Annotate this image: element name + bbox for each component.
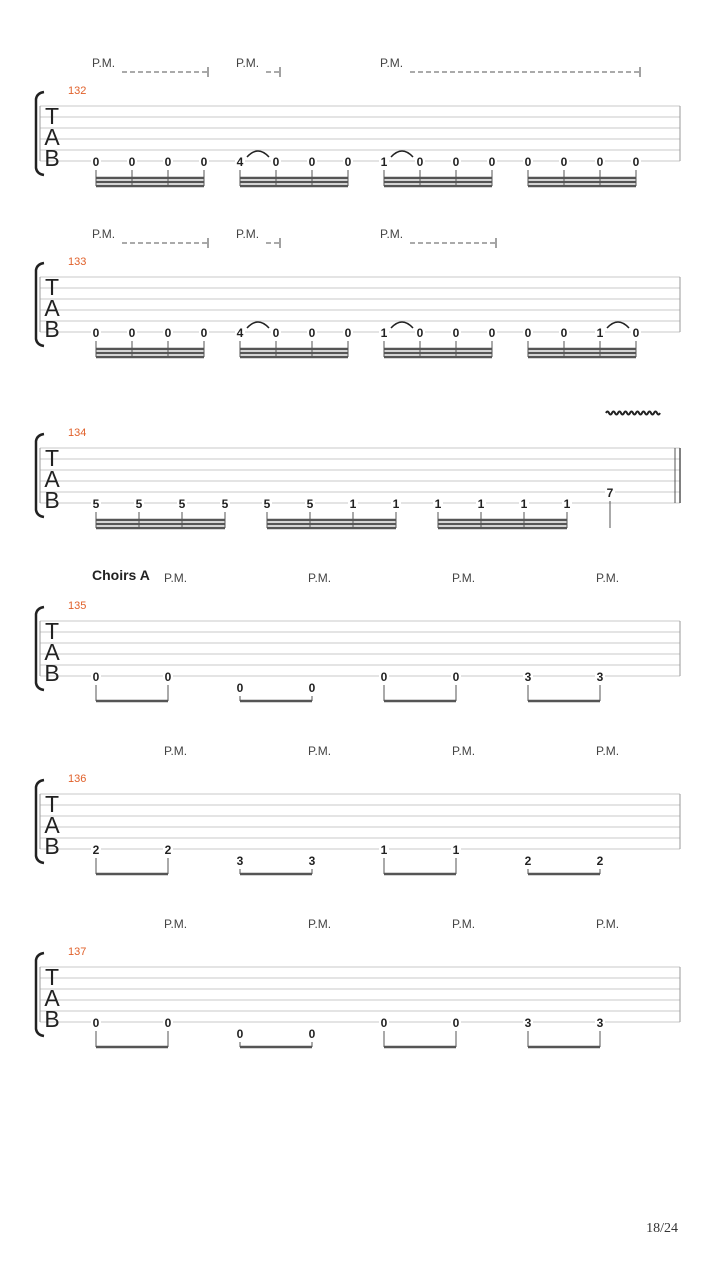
fret-number: 1 xyxy=(380,155,388,169)
palm-mute-label: P.M. xyxy=(596,744,620,758)
fret-number: 0 xyxy=(344,155,352,169)
fret-number: 2 xyxy=(596,854,604,868)
palm-mute-label: P.M. xyxy=(308,744,332,758)
fret-number: 1 xyxy=(380,843,388,857)
tab-clef-letter: T xyxy=(44,618,60,644)
palm-mute-label: P.M. xyxy=(380,227,404,241)
palm-mute-label: P.M. xyxy=(236,56,260,70)
tab-clef-letter: A xyxy=(44,812,60,838)
palm-mute-label: P.M. xyxy=(596,917,620,931)
fret-number: 0 xyxy=(488,326,496,340)
tab-clef-letter: A xyxy=(44,466,60,492)
tab-clef-letter: A xyxy=(44,124,60,150)
fret-number: 4 xyxy=(236,155,244,169)
fret-number: 0 xyxy=(632,326,640,340)
fret-number: 3 xyxy=(596,1016,604,1030)
fret-number: 0 xyxy=(560,326,568,340)
fret-number: 3 xyxy=(524,1016,532,1030)
tab-system xyxy=(36,917,680,1047)
fret-number: 1 xyxy=(520,497,528,511)
fret-number: 3 xyxy=(524,670,532,684)
fret-number: 0 xyxy=(308,681,316,695)
slur-arc xyxy=(247,322,269,328)
fret-number: 0 xyxy=(92,326,100,340)
palm-mute-label: P.M. xyxy=(236,227,260,241)
fret-number: 5 xyxy=(178,497,186,511)
fret-number: 0 xyxy=(488,155,496,169)
palm-mute-label: P.M. xyxy=(452,917,476,931)
palm-mute-label: P.M. xyxy=(164,744,188,758)
fret-number: 0 xyxy=(128,155,136,169)
tab-clef-letter: B xyxy=(44,487,60,513)
palm-mute-label: P.M. xyxy=(452,571,476,585)
fret-number: 0 xyxy=(380,670,388,684)
palm-mute-label: P.M. xyxy=(164,917,188,931)
fret-number: 1 xyxy=(596,326,604,340)
tab-clef-letter: T xyxy=(44,445,60,471)
tab-clef-letter: T xyxy=(44,964,60,990)
fret-number: 0 xyxy=(308,326,316,340)
fret-number: 0 xyxy=(308,155,316,169)
tab-clef-letter: B xyxy=(44,660,60,686)
fret-number: 0 xyxy=(344,326,352,340)
fret-number: 3 xyxy=(596,670,604,684)
fret-number: 5 xyxy=(221,497,229,511)
slur-arc xyxy=(247,151,269,157)
fret-number: 2 xyxy=(92,843,100,857)
fret-number: 5 xyxy=(135,497,143,511)
fret-number: 1 xyxy=(434,497,442,511)
measure-number: 134 xyxy=(68,427,87,439)
fret-number: 0 xyxy=(164,1016,172,1030)
fret-number: 0 xyxy=(452,155,460,169)
palm-mute-label: P.M. xyxy=(308,571,332,585)
fret-number: 0 xyxy=(452,326,460,340)
fret-number: 0 xyxy=(416,326,424,340)
fret-number: 1 xyxy=(452,843,460,857)
tab-clef-letter: T xyxy=(44,103,60,129)
tab-system xyxy=(36,744,680,874)
section-label: Choirs A xyxy=(92,567,150,583)
palm-mute-label: P.M. xyxy=(380,56,404,70)
fret-number: 7 xyxy=(606,486,614,500)
palm-mute-label: P.M. xyxy=(596,571,620,585)
fret-number: 0 xyxy=(380,1016,388,1030)
slur-arc xyxy=(391,151,413,157)
palm-mute-label: P.M. xyxy=(92,227,116,241)
fret-number: 0 xyxy=(596,155,604,169)
tab-clef-letter: A xyxy=(44,295,60,321)
fret-number: 0 xyxy=(200,326,208,340)
tab-system xyxy=(36,567,680,701)
measure-number: 135 xyxy=(68,600,87,612)
slur-arc xyxy=(607,322,629,328)
tab-clef-letter: B xyxy=(44,1006,60,1032)
palm-mute-label: P.M. xyxy=(308,917,332,931)
fret-number: 3 xyxy=(236,854,244,868)
tab-clef-letter: T xyxy=(44,791,60,817)
fret-number: 0 xyxy=(236,681,244,695)
fret-number: 0 xyxy=(308,1027,316,1041)
measure-number: 137 xyxy=(68,946,87,958)
fret-number: 0 xyxy=(92,155,100,169)
tab-clef-letter: B xyxy=(44,316,60,342)
tab-system xyxy=(36,56,680,186)
fret-number: 0 xyxy=(272,155,280,169)
fret-number: 0 xyxy=(524,155,532,169)
tab-clef-letter: A xyxy=(44,639,60,665)
fret-number: 1 xyxy=(477,497,485,511)
fret-number: 0 xyxy=(128,326,136,340)
fret-number: 0 xyxy=(164,326,172,340)
measure-number: 133 xyxy=(68,256,87,268)
fret-number: 5 xyxy=(92,497,100,511)
tab-system xyxy=(36,412,680,529)
measure-number: 136 xyxy=(68,773,87,785)
fret-number: 4 xyxy=(236,326,244,340)
tab-clef-letter: B xyxy=(44,145,60,171)
fret-number: 5 xyxy=(263,497,271,511)
palm-mute-label: P.M. xyxy=(164,571,188,585)
fret-number: 0 xyxy=(92,670,100,684)
fret-number: 3 xyxy=(308,854,316,868)
fret-number: 0 xyxy=(452,1016,460,1030)
fret-number: 0 xyxy=(200,155,208,169)
fret-number: 0 xyxy=(164,155,172,169)
palm-mute-label: P.M. xyxy=(92,56,116,70)
fret-number: 0 xyxy=(632,155,640,169)
fret-number: 0 xyxy=(164,670,172,684)
vibrato-mark xyxy=(606,412,660,415)
fret-number: 0 xyxy=(452,670,460,684)
tab-clef-letter: A xyxy=(44,985,60,1011)
fret-number: 0 xyxy=(272,326,280,340)
tab-clef-letter: T xyxy=(44,274,60,300)
fret-number: 0 xyxy=(524,326,532,340)
page-number: 18/24 xyxy=(646,1221,678,1236)
measure-number: 132 xyxy=(68,85,87,97)
fret-number: 0 xyxy=(560,155,568,169)
fret-number: 0 xyxy=(416,155,424,169)
fret-number: 2 xyxy=(524,854,532,868)
fret-number: 2 xyxy=(164,843,172,857)
palm-mute-label: P.M. xyxy=(452,744,476,758)
fret-number: 1 xyxy=(563,497,571,511)
fret-number: 5 xyxy=(306,497,314,511)
fret-number: 0 xyxy=(236,1027,244,1041)
fret-number: 0 xyxy=(92,1016,100,1030)
tab-clef-letter: B xyxy=(44,833,60,859)
fret-number: 1 xyxy=(349,497,357,511)
slur-arc xyxy=(391,322,413,328)
fret-number: 1 xyxy=(392,497,400,511)
fret-number: 1 xyxy=(380,326,388,340)
tab-system xyxy=(36,227,680,357)
